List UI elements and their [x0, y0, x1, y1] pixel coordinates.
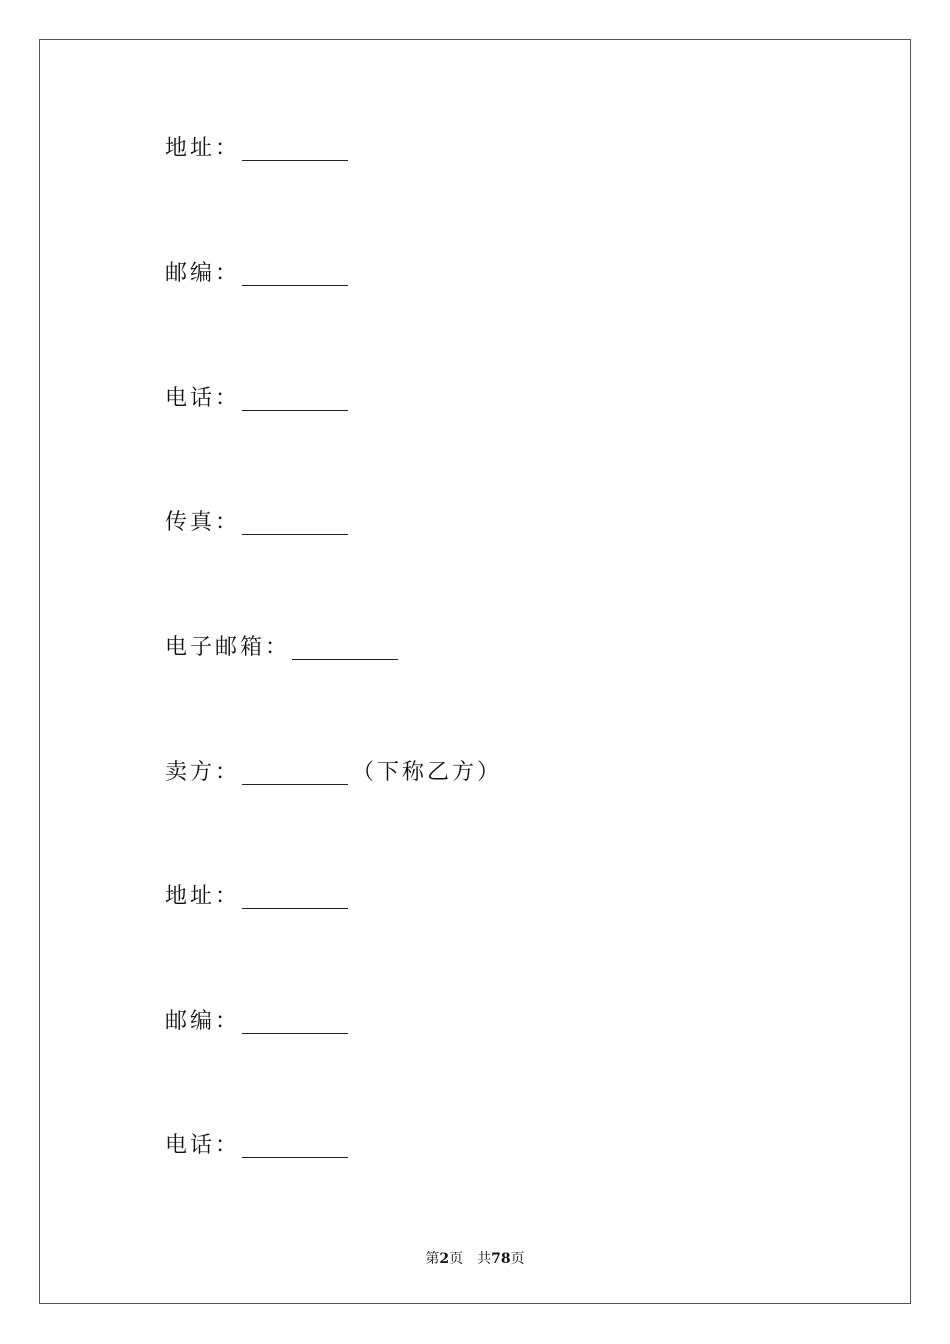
fill-in-blank[interactable]: [242, 409, 348, 411]
page-prefix: 第: [425, 1251, 440, 1267]
field-address-buyer: [165, 133, 348, 165]
field-label: 邮编：: [165, 1009, 241, 1034]
fill-in-blank[interactable]: [242, 284, 348, 286]
field-phone-buyer: [165, 383, 348, 415]
fill-in-blank[interactable]: [242, 783, 348, 785]
fill-in-blank[interactable]: [242, 533, 348, 535]
field-phone-seller: [165, 1130, 348, 1162]
field-postcode-buyer: [165, 258, 348, 290]
fill-in-blank[interactable]: [242, 907, 348, 909]
field-address-seller: [165, 881, 348, 913]
page-footer: [0, 1248, 950, 1268]
field-label: 传真：: [165, 510, 241, 535]
page-frame: [39, 39, 911, 1304]
fill-in-blank[interactable]: [292, 658, 398, 660]
page-suffix: 页: [449, 1251, 464, 1267]
total-pages: 78: [491, 1251, 511, 1267]
field-suffix: （下称乙方）: [352, 760, 503, 785]
field-label: 电话：: [165, 1133, 241, 1158]
total-prefix: 共: [477, 1251, 492, 1267]
field-label: 电话：: [165, 386, 241, 411]
field-label: 卖方：: [165, 760, 241, 785]
field-email-buyer: [165, 632, 398, 664]
fill-in-blank[interactable]: [242, 159, 348, 161]
field-label: 地址：: [165, 884, 241, 909]
field-label: 电子邮箱：: [165, 635, 291, 660]
field-seller: [165, 757, 502, 789]
field-label: 邮编：: [165, 261, 241, 286]
page-number: 2: [439, 1251, 450, 1267]
field-label: 地址：: [165, 136, 241, 161]
total-suffix: 页: [510, 1251, 525, 1267]
fill-in-blank[interactable]: [242, 1156, 348, 1158]
field-postcode-seller: [165, 1006, 348, 1038]
field-fax-buyer: [165, 507, 348, 539]
fill-in-blank[interactable]: [242, 1032, 348, 1034]
